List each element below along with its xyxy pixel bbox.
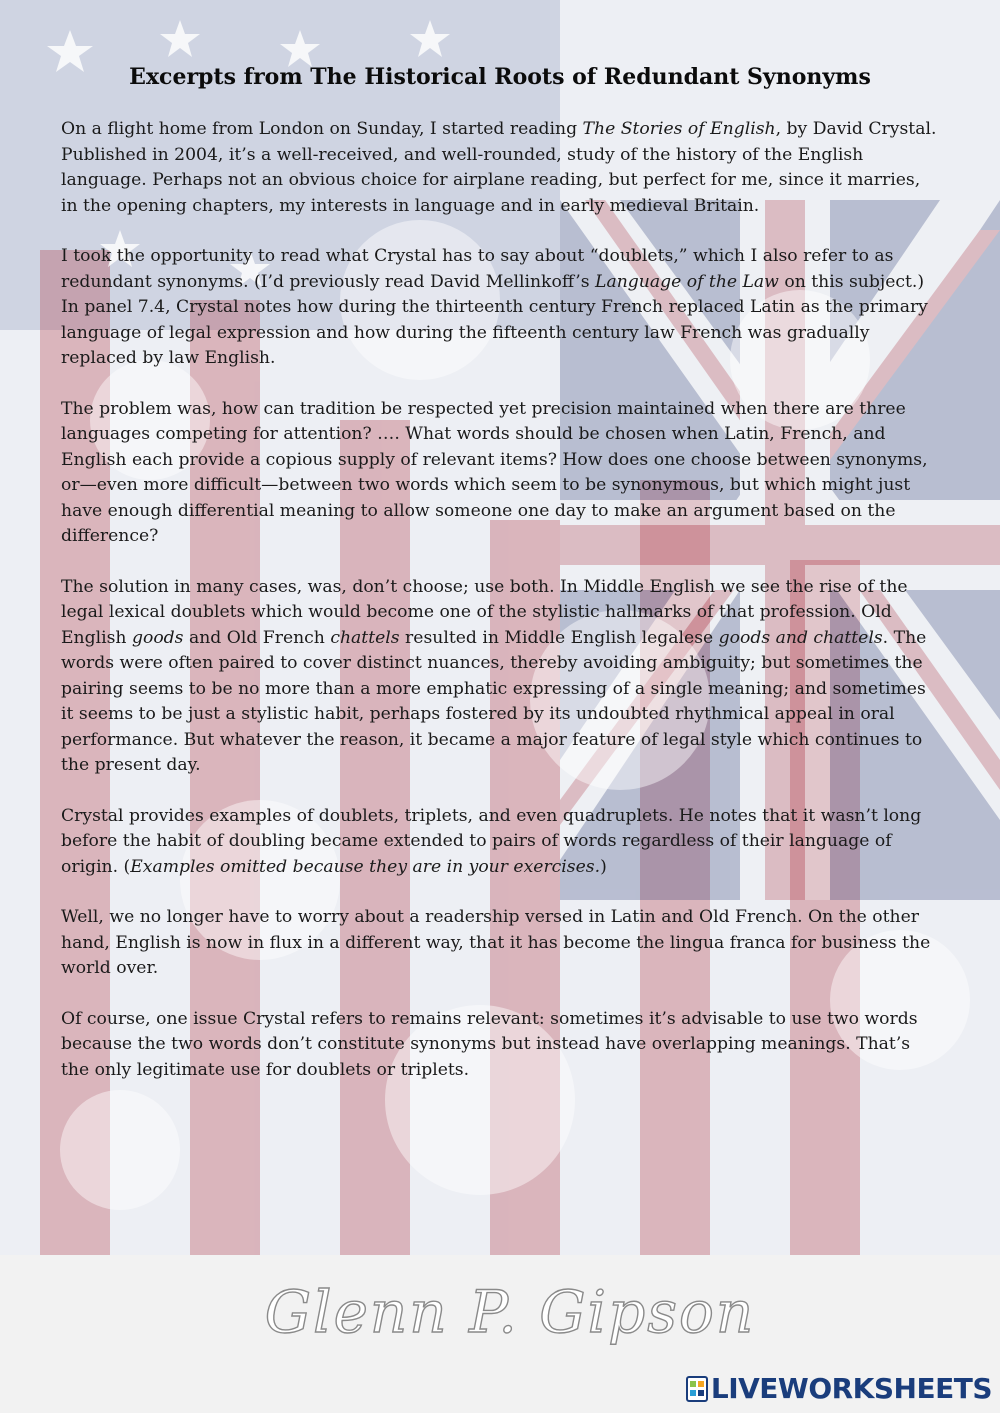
paragraph-text: and Old French [183,627,331,648]
paragraph-text: I took the opportunity to read what Crystal has to say about “doublets,” which I also refer to as redundant synonyms. (I’d previously read David Mellinkoff’s [61,246,894,292]
paragraph-text: On a flight home from London on Sunday, I started reading [61,119,583,139]
paragraph-text: on this subject.) In panel 7.4, Crystal notes how during the thirteenth century French replaced Latin as the primary language of legal expression and how during the fifteenth century law French was gradually replaced by law English. [61,271,928,368]
paragraph-1 [61,117,941,219]
signature-text: Glenn P. Gipson [264,1278,756,1346]
liveworksheets-logo-icon [686,1376,708,1402]
paragraph-4 [61,575,941,779]
italic-text: Examples omitted because they are in your exercises. [130,856,601,877]
paragraph-text: The problem was, how can tradition be respected yet precision maintained when there are three languages competing for attention? …. What words should be chosen when Latin, French, and English each provide a copious supply of relevant items? How does one choose between synonyms, or—even more difficult—between two words which seem to be synonymous, but which might just have enough differential meaning to allow someone one day to make an argument based on the difference? [61,398,928,546]
italic-text: chattels [330,627,400,648]
italic-text: goods [131,627,184,648]
page-title: Excerpts from The Historical Roots of Redundant Synonyms [129,64,871,90]
italic-text: Language of the Law [595,271,779,292]
italic-text: The Stories of English [582,119,776,139]
paragraph-2 [61,244,941,372]
paragraph-text: . The words were often paired to cover distinct nuances, thereby avoiding ambiguity; but sometimes the pairing seems to be no more than a more emphatic expressing of a single meaning; and sometimes it seems to be just a stylistic habit, perhaps fostered by its undoubted rhythmical appeal in oral performance. But whatever the reason, it became a major feature of legal style which continues to the present day. [61,627,927,775]
paragraph-7 [61,1007,941,1084]
paragraph-text: Of course, one issue Crystal refers to remains relevant: sometimes it’s advisable to use two words because the two words don’t constitute synonyms but instead have overlapping meanings. That’s the only legitimate use for doublets or triplets. [61,1008,918,1080]
paragraph-text: Crystal provides examples of doublets, triplets, and even quadruplets. He notes that it wasn’t long before the habit of doubling became extended to pairs of words regardless of their language of origin. ( [61,805,922,877]
paragraph-text: The solution in many cases, was, don’t choose; use both. In Middle English we see the rise of the legal lexical doublets which would become one of the stylistic hallmarks of that profession. Old English [61,576,908,648]
signature [230,1270,790,1360]
paragraph-text: , by David Crystal. Published in 2004, it’s a well-received, and well-rounded, study of the history of the English language. Perhaps not an obvious choice for airplane reading, but perfect for me, since it marries, in the opening chapters, my interests in language and in early medieval Britain. [61,119,937,216]
paragraph-3 [61,397,941,550]
paragraph-6 [61,905,941,982]
paragraph-5 [61,804,941,881]
italic-text: goods and chattels [718,627,883,648]
liveworksheets-brand [686,1372,992,1406]
paragraph-text: resulted in Middle English legalese [399,627,719,648]
liveworksheets-text: LIVEWORKSHEETS [710,1372,992,1405]
article-body [61,117,941,1108]
paragraph-text: ) [600,856,607,877]
paragraph-text: Well, we no longer have to worry about a readership versed in Latin and Old French. On the other hand, English is now in flux in a different way, that it has become the lingua franca for business the world over. [61,907,931,978]
